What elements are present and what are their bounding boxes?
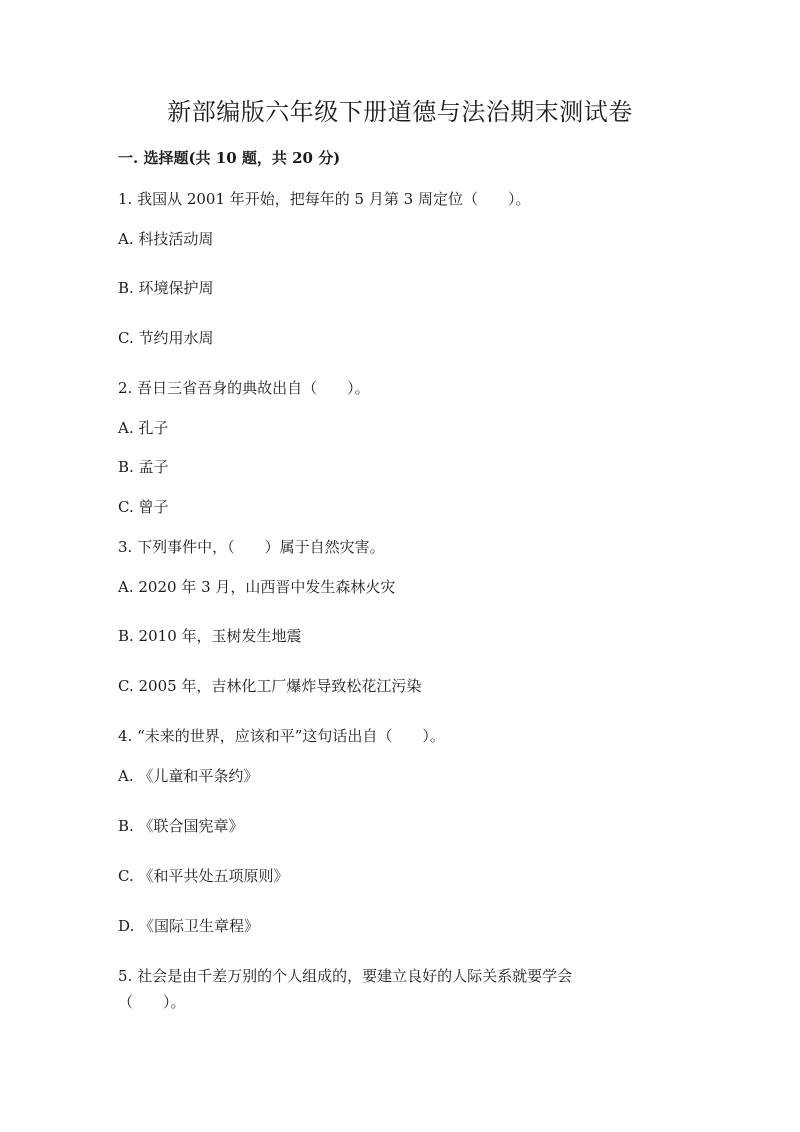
question-4-option-b: B. 《联合国宪章》 — [118, 817, 244, 835]
question-3-option-b: B. 2010 年，玉树发生地震 — [118, 627, 302, 645]
question-1-option-b: B. 环境保护周 — [118, 279, 214, 297]
section-heading: 一. 选择题(共 10 题，共 20 分) — [118, 149, 341, 167]
question-4-option-a: A. 《儿童和平条约》 — [118, 767, 259, 785]
question-3-option-c: C. 2005 年，吉林化工厂爆炸导致松花江污染 — [118, 677, 422, 695]
question-2-option-b: B. 孟子 — [118, 458, 169, 476]
question-2-stem: 2. 吾日三省吾身的典故出自（ ）。 — [118, 379, 370, 397]
question-5-stem: 5. 社会是由千差万别的个人组成的，要建立良好的人际关系就要学会（ ）。 — [118, 967, 573, 1011]
page-title: 新部编版六年级下册道德与法治期末测试卷 — [167, 98, 633, 126]
question-1-option-c: C. 节约用水周 — [118, 329, 214, 347]
question-4-option-d: D. 《国际卫生章程》 — [118, 917, 260, 935]
question-2-option-a: A. 孔子 — [118, 419, 169, 437]
question-2-option-c: C. 曾子 — [118, 498, 169, 516]
question-4-stem: 4. “未来的世界，应该和平”这句话出自（ ）。 — [118, 727, 445, 745]
question-3-option-a: A. 2020 年 3 月，山西晋中发生森林火灾 — [118, 578, 396, 596]
question-4-option-c: C. 《和平共处五项原则》 — [118, 867, 289, 885]
question-1-option-a: A. 科技活动周 — [118, 230, 214, 248]
question-1-stem: 1. 我国从 2001 年开始，把每年的 5 月第 3 周定位（ ）。 — [118, 190, 531, 208]
question-3-stem: 3. 下列事件中，（ ）属于自然灾害。 — [118, 538, 385, 556]
